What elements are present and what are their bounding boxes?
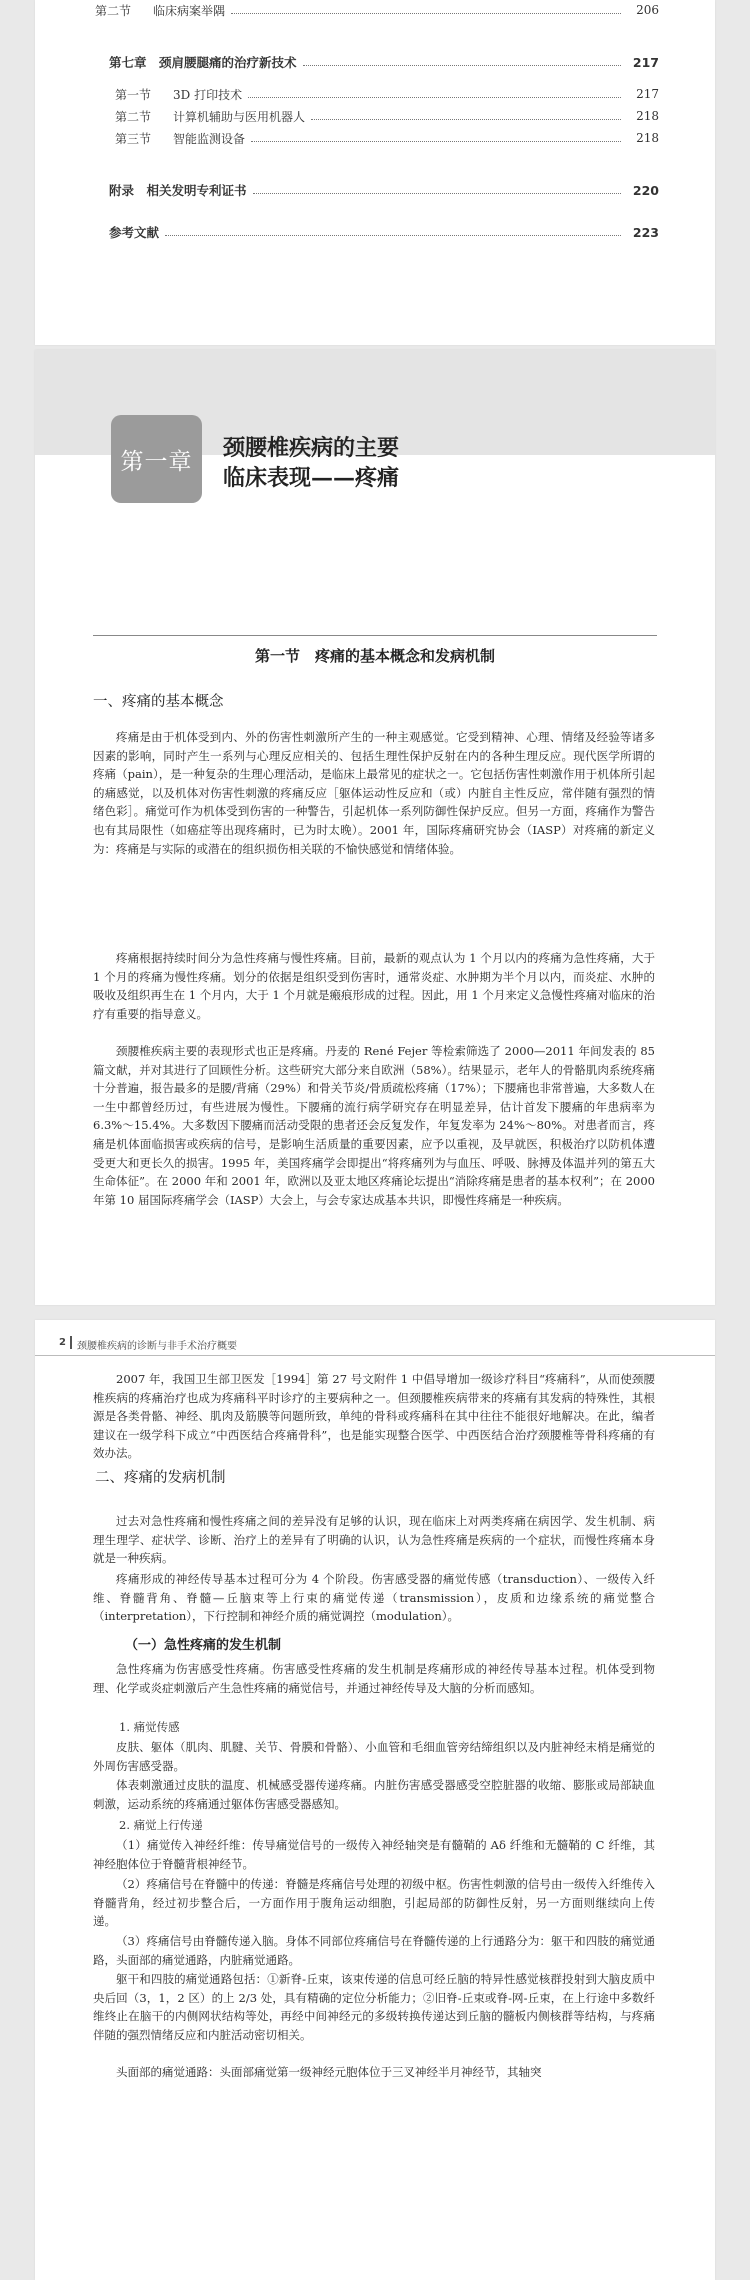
chapter-title-line1: 颈腰椎疾病的主要 — [223, 435, 400, 461]
running-head-divider — [70, 1336, 72, 1349]
toc-page-number: 217 — [636, 87, 659, 101]
toc-page-number: 218 — [636, 131, 659, 145]
toc-section-number: 第二节 — [95, 3, 132, 18]
paragraph: 皮肤、躯体（肌肉、肌腱、关节、骨膜和骨骼）、小血管和毛细血管旁结缔组织以及内脏神经末梢是痛觉的外周伤害感受器。 — [93, 1740, 655, 1773]
paragraph: 疼痛根据持续时间分为急性疼痛与慢性疼痛。目前，最新的观点认为 1 个月以内的疼痛为急性疼痛，大于 1 个月的疼痛为慢性疼痛。划分的依据是组织受到伤害时，通常炎症、水肿期为半个月以内，而炎症、水肿的吸收及组织再生在 1 个月内，大于 1 个月就是瘢痕形成的过程。因此，用 1 个月来定义急慢性疼痛对临床的治疗有重要的指导意义。 — [93, 951, 655, 1021]
toc-entry-chapter[interactable] — [109, 52, 659, 72]
toc-entry-title: 计算机辅助与医用机器人 — [173, 109, 306, 124]
paragraph: 颈腰椎疾病主要的表现形式也正是疼痛。丹麦的 René Fejer 等检索筛选了 2000—2011 年间发表的 85 篇文献，并对其进行了回顾性分析。这些研究大部分来自欧洲（58%）。结果显示，老年人的骨骼肌肉系统疼痛十分普遍，报告最多的是腰/背痛（29%）和骨关节炎/骨质疏松疼痛（17%）；下腰痛也非常普遍，大多数人在一生中都曾经历过，有些进展为慢性。下腰痛的流行病学研究存在明显差异，估计首发下腰痛的年患病率为 6.3%～15.4%。大多数因下腰痛而活动受限的患者还会反复发作，年复发率为 24%～80%。对患者而言，疼痛是机体面临损害或疾病的信号，是影响生活质量的重要因素，应予以重视，及早就医，积极治疗以防机体遭受更大和更长久的损害。1995 年，美国疼痛学会即提出“将疼痛列为与血压、呼吸、脉搏及体温并列的第五大生命体征”。在 2000 年和 2001 年，欧洲以及亚太地区疼痛论坛提出“消除疼痛是患者的基本权利”；在 2000 年第 10 届国际疼痛学会（IASP）大会上，与会专家达成基本共识，即慢性疼痛是一种疾病。 — [93, 1044, 655, 1207]
chapter-title — [223, 433, 399, 493]
heading-pain-transmission: 2. 痛觉上行传递 — [119, 1818, 203, 1832]
toc-leader-dots — [303, 65, 621, 66]
toc-page — [35, 0, 715, 345]
toc-page-number: 217 — [632, 54, 659, 70]
paragraph: （2）疼痛信号在脊髓中的传递：脊髓是疼痛信号处理的初级中枢。伤害性刺激的信号由一级传入纤维传入脊髓背角，经过初步整合后，一方面作用于腹角运动细胞，引起局部的防御性反射，另一方面则继续向上传递。 — [93, 1877, 655, 1929]
toc-leader-dots — [248, 97, 621, 98]
toc-leader-dots — [165, 235, 621, 236]
chapter-number-badge: 第一章 — [111, 415, 202, 503]
toc-entry-title: 参考文献 — [109, 225, 160, 240]
page-number: 2 — [59, 1337, 66, 1348]
toc-entry-title: 3D 打印技术 — [173, 87, 243, 102]
toc-section-number: 第一节 — [115, 87, 152, 102]
paragraph: （3）疼痛信号由脊髓传递入脑。身体不同部位疼痛信号在脊髓传递的上行通路分为：躯干和四肢的痛觉通路，头面部的痛觉通路，内脏痛觉通路。 — [93, 1934, 655, 1967]
paragraph: 疼痛是由于机体受到内、外的伤害性刺激所产生的一种主观感觉。它受到精神、心理、情绪及经验等诸多因素的影响，同时产生一系列与心理反应相关的、包括生理性保护反射在内的各种生理反应。现代医学所谓的疼痛（pain），是一种复杂的生理心理活动，是临床上最常见的症状之一。它包括伤害性刺激作用于机体所引起的痛感觉，以及机体对伤害性刺激的疼痛反应［躯体运动性反应和（或）内脏自主性反应，常伴随有强烈的情绪色彩］。痛觉可作为机体受到伤害的一种警告，引起机体一系列防御性保护反应。但另一方面，疼痛作为警告也有其局限性（如癌症等出现疼痛时，已为时太晚）。2001 年，国际疼痛研究协会（IASP）对疼痛的新定义为：疼痛是与实际的或潜在的组织损伤相关联的不愉快感觉和情绪体验。 — [93, 730, 655, 856]
chapter-title-line2: 临床表现——疼痛 — [223, 465, 400, 491]
toc-entry[interactable] — [115, 84, 659, 104]
toc-entry-title: 第七章 颈肩腰腿痛的治疗新技术 — [109, 55, 297, 70]
toc-leader-dots — [231, 13, 621, 14]
toc-entry[interactable] — [115, 128, 659, 148]
chapter-page — [35, 350, 715, 1305]
toc-entry-title: 临床病案举隅 — [153, 3, 226, 18]
subheading-acute-pain: （一）急性疼痛的发生机制 — [125, 1638, 282, 1653]
toc-entry[interactable] — [95, 0, 659, 20]
toc-entry-title: 智能监测设备 — [173, 131, 246, 146]
heading-basic-concept: 一、疼痛的基本概念 — [93, 694, 224, 710]
paragraph: 疼痛形成的神经传导基本过程可分为 4 个阶段。伤害感受器的痛觉传感（transduction）、一级传入纤维、脊髓背角、脊髓—丘脑束等上行束的痛觉传递（transmission），皮质和边缘系统的痛觉整合（interpretation），下行控制和神经介质的痛觉调控（modulation）。 — [93, 1572, 655, 1624]
paragraph: 急性疼痛为伤害感受性疼痛。伤害感受性疼痛的发生机制是疼痛形成的神经传导基本过程。机体受到物理、化学或炎症刺激后产生急性疼痛的痛觉信号，并通过神经传导及大脑的分析而感知。 — [93, 1662, 655, 1695]
toc-entry[interactable] — [115, 106, 659, 126]
toc-entry-title: 附录 相关发明专利证书 — [109, 183, 247, 198]
paragraph: 过去对急性疼痛和慢性疼痛之间的差异没有足够的认识，现在临床上对两类疼痛在病因学、发生机制、病理生理学、症状学、诊断、治疗上的差异有了明确的认识，认为急性疼痛是疾病的一个症状，而慢性疼痛本身就是一种疾病。 — [93, 1514, 655, 1566]
heading-mechanism: 二、疼痛的发病机制 — [95, 1470, 226, 1486]
toc-section-number: 第三节 — [115, 131, 152, 146]
heading-pain-transduction: 1. 痛觉传感 — [119, 1720, 180, 1734]
toc-entry-appendix[interactable] — [109, 180, 659, 200]
paragraph: （1）痛觉传入神经纤维：传导痛觉信号的一级传入神经轴突是有髓鞘的 Aδ 纤维和无髓鞘的 C 纤维，其神经胞体位于脊髓背根神经节。 — [93, 1838, 655, 1871]
toc-section-number: 第二节 — [115, 109, 152, 124]
paragraph: 躯干和四肢的痛觉通路包括：①新脊-丘束，该束传递的信息可经丘脑的特异性感觉核群投射到大脑皮质中央后回（3，1，2 区）的上 2/3 处，具有精确的定位分析能力；②旧脊-丘束或脊-网-丘束，在上行途中多数纤维终止在脑干的内侧网状结构等处，再经中间神经元的多级转换传递达到丘脑的髓板内侧核群等结构，与疼痛伴随的强烈情绪反应和内脏活动密切相关。 — [93, 1972, 655, 2042]
toc-entry-references[interactable] — [109, 222, 659, 242]
section-rule-top — [93, 635, 657, 636]
paragraph: 2007 年，我国卫生部卫医发［1994］第 27 号文附件 1 中倡导增加一级诊疗科目“疼痛科”，从而使颈腰椎疾病的疼痛治疗也成为疼痛科平时诊疗的主要病种之一。但颈腰椎疾病带来的疼痛有其发病的特殊性，其根源是各类骨骼、神经、肌肉及筋膜等问题所致，单纯的骨科或疼痛科在其中往往不能很好地解决。在此，编者建议在一级学科下成立“中西医结合疼痛骨科”，也是能实现整合医学、中西医结合治疗颈腰椎等骨科疼痛的有效办法。 — [93, 1372, 655, 1461]
toc-leader-dots — [253, 193, 621, 194]
toc-page-number: 220 — [632, 182, 659, 198]
paragraph: 头面部的痛觉通路：头面部痛觉第一级神经元胞体位于三叉神经半月神经节，其轴突 — [116, 2065, 542, 2079]
running-head — [35, 1333, 715, 1356]
body-page — [35, 1320, 715, 2280]
toc-page-number: 218 — [636, 109, 659, 123]
toc-leader-dots — [251, 141, 621, 142]
running-head-title: 颈腰椎疾病的诊断与非手术治疗概要 — [77, 1341, 237, 1352]
toc-page-number: 206 — [636, 3, 659, 17]
paragraph: 体表刺激通过皮肤的温度、机械感受器传递疼痛。内脏伤害感受器感受空腔脏器的收缩、膨胀或局部缺血刺激，运动系统的疼痛通过躯体伤害感受器感知。 — [93, 1778, 655, 1811]
section-title: 第一节 疼痛的基本概念和发病机制 — [254, 647, 495, 665]
toc-leader-dots — [311, 119, 621, 120]
toc-page-number: 223 — [632, 224, 659, 240]
